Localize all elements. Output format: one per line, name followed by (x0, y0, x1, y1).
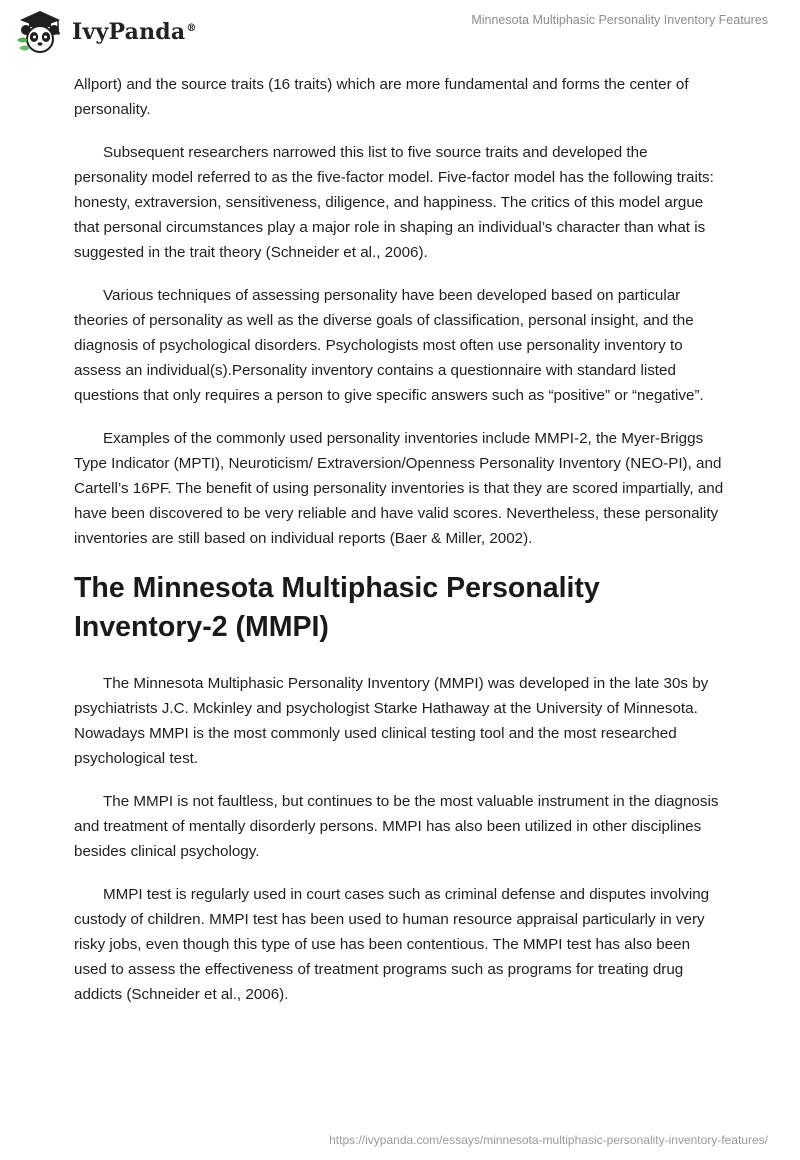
paragraph: The MMPI is not faultless, but continues to be the most valuable instrument in the diagnosis and treatment of mentally disorderly persons. MMPI has also been utilized in other disciplines besides clinical psychology. (74, 793, 719, 860)
page-header (0, 0, 800, 64)
paragraph: Examples of the commonly used personality inventories include MMPI-2, the Myer-Briggs Type Indicator (MPTI), Neuroticism/ Extraversion/Openness Personality Inventory (NEO-PI), and Cartell’s 16PF. The benefit of using personality inventories is that they are scored impartially, and have been discovered to be very reliable and have valid scores. Nevertheless, these personality inventories are still based on individual reports (Baer & Miller, 2002). (74, 430, 724, 547)
source-url[interactable]: https://ivypanda.com/essays/minnesota-multiphasic-personality-inventory-features/ (329, 1133, 768, 1147)
section-heading: The Minnesota Multiphasic Personality Inventory-2 (MMPI) (74, 572, 600, 643)
site-logo[interactable] (14, 8, 197, 56)
paragraph: Allport) and the source traits (16 traits) which are more fundamental and forms the center of personality. (74, 76, 689, 118)
essay-body (74, 72, 724, 1025)
paragraph: MMPI test is regularly used in court cases such as criminal defense and disputes involving custody of children. MMPI test has been used to human resource appraisal particularly in very risky jobs, even though this type of use has been contentious. The MMPI test has also been used to assess the effectiveness of treatment programs such as programs for treating drug addicts (Schneider et al., 2006). (74, 886, 710, 1003)
paragraph: The Minnesota Multiphasic Personality Inventory (MMPI) was developed in the late 30s by psychiatrists J.C. Mckinley and psychologist Starke Hathaway at the University of Minnesota. Nowadays MMPI is the most commonly used clinical testing tool and the most researched psychological test. (74, 675, 709, 767)
logo-wordmark: IvyPanda® (72, 19, 197, 45)
paragraph: Various techniques of assessing personality have been developed based on particular theories of personality as well as the diverse goals of classification, personal insight, and the diagnosis of psychological disorders. Psychologists most often use personality inventory to assess an individual(s).Personality inventory contains a questionnaire with standard listed questions that only requires a person to give specific answers such as “positive” or “negative”. (74, 287, 704, 404)
document-title: Minnesota Multiphasic Personality Inventory Features (471, 13, 768, 27)
paragraph: Subsequent researchers narrowed this list to five source traits and developed the personality model referred to as the five-factor model. Five-factor model has the following traits: honesty, extraversion, sensitiveness, diligence, and happiness. The critics of this model argue that personal circumstances play a major role in shaping an individual’s character than what is suggested in the trait theory (Schneider et al., 2006). (74, 144, 714, 261)
panda-graduate-icon (14, 8, 62, 56)
